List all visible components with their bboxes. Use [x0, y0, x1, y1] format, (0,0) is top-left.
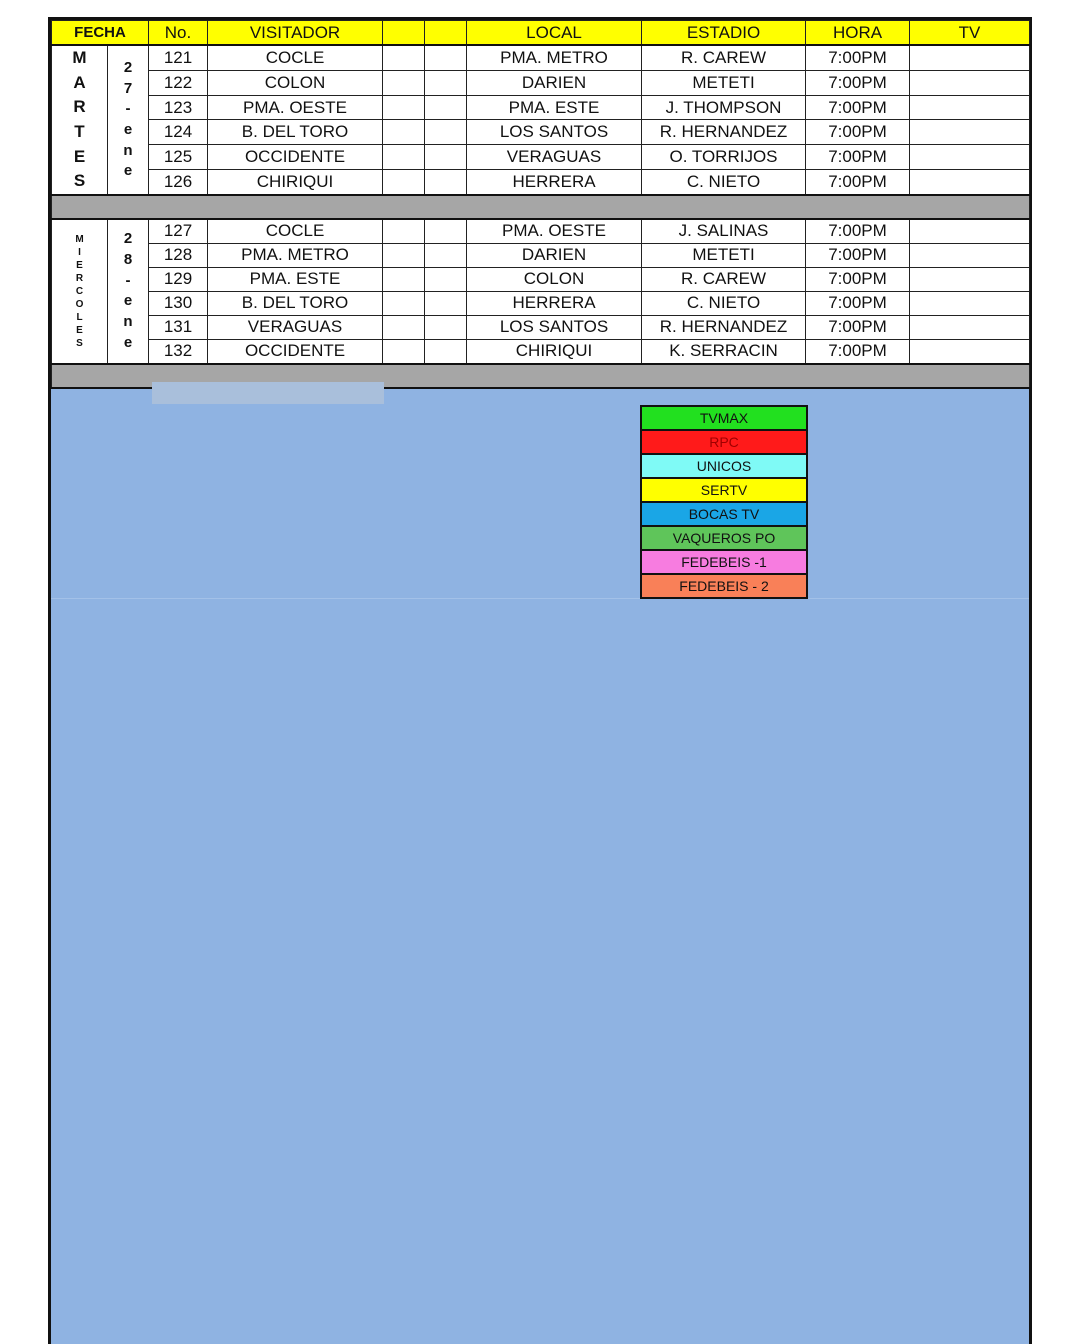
visitor-team: VERAGUAS: [208, 315, 383, 339]
tv-channel: [910, 267, 1030, 291]
tv-channel: [910, 70, 1030, 95]
blank-cell: [383, 291, 425, 315]
home-team: LOS SANTOS: [467, 315, 642, 339]
day-letter: I: [78, 246, 81, 258]
day-letter: R: [75, 272, 84, 284]
table-row: [52, 291, 1030, 315]
table-row: [52, 145, 1030, 170]
home-team: HERRERA: [467, 170, 642, 195]
day-letter: A: [73, 72, 86, 92]
stadium: C. NIETO: [642, 291, 806, 315]
blank-cell: [383, 95, 425, 120]
date-letter: 7: [123, 79, 133, 97]
separator-row: [52, 195, 1030, 219]
game-time: 7:00PM: [806, 70, 910, 95]
game-time: 7:00PM: [806, 339, 910, 364]
blank-cell: [425, 339, 467, 364]
visitor-team: OCCIDENTE: [208, 339, 383, 364]
game-number: 129: [149, 267, 208, 291]
day-letter: C: [75, 285, 84, 297]
date-letter: e: [123, 333, 133, 351]
blank-cell: [425, 45, 467, 70]
header-fecha: FECHA: [52, 21, 149, 46]
date-cell: [108, 219, 149, 364]
header-blank-2: [425, 21, 467, 46]
game-time: 7:00PM: [806, 219, 910, 244]
header-tv: TV: [910, 21, 1030, 46]
date-letter: 8: [123, 250, 133, 268]
tv-channel: [910, 95, 1030, 120]
stadium: R. CAREW: [642, 267, 806, 291]
blank-cell: [425, 243, 467, 267]
date-letter: e: [123, 120, 133, 138]
visitor-team: PMA. METRO: [208, 243, 383, 267]
day-letter: E: [76, 324, 83, 336]
game-number: 121: [149, 45, 208, 70]
home-team: DARIEN: [467, 70, 642, 95]
table-row: [52, 243, 1030, 267]
game-time: 7:00PM: [806, 170, 910, 195]
day-letter: M: [75, 233, 84, 245]
game-time: 7:00PM: [806, 95, 910, 120]
game-time: 7:00PM: [806, 267, 910, 291]
day-letter: E: [73, 146, 86, 166]
visitor-team: B. DEL TORO: [208, 120, 383, 145]
legend-item: SERTV: [642, 479, 806, 503]
stadium: J. SALINAS: [642, 219, 806, 244]
tv-channel: [910, 145, 1030, 170]
table-row: [52, 339, 1030, 364]
schedule-table: [51, 20, 1030, 389]
home-team: COLON: [467, 267, 642, 291]
blank-cell: [425, 170, 467, 195]
date-letter: -: [125, 271, 131, 289]
stadium: C. NIETO: [642, 170, 806, 195]
game-time: 7:00PM: [806, 291, 910, 315]
tv-channel: [910, 219, 1030, 244]
visitor-team: COCLE: [208, 45, 383, 70]
stadium: O. TORRIJOS: [642, 145, 806, 170]
visitor-team: OCCIDENTE: [208, 145, 383, 170]
legend-item: UNICOS: [642, 455, 806, 479]
day-letter: O: [75, 298, 84, 310]
table-row: [52, 315, 1030, 339]
game-number: 132: [149, 339, 208, 364]
blank-cell: [383, 45, 425, 70]
game-number: 131: [149, 315, 208, 339]
stadium: K. SERRACIN: [642, 339, 806, 364]
day-letter: E: [76, 259, 83, 271]
day-name-cell: [52, 219, 108, 364]
game-number: 126: [149, 170, 208, 195]
blank-cell: [383, 170, 425, 195]
game-time: 7:00PM: [806, 315, 910, 339]
shaded-cell: [152, 382, 384, 404]
day-letter: T: [74, 121, 85, 141]
blank-cell: [425, 219, 467, 244]
game-time: 7:00PM: [806, 243, 910, 267]
home-team: PMA. OESTE: [467, 219, 642, 244]
blank-cell: [383, 70, 425, 95]
game-number: 123: [149, 95, 208, 120]
home-team: PMA. METRO: [467, 45, 642, 70]
table-row: [52, 95, 1030, 120]
game-number: 130: [149, 291, 208, 315]
tv-channel: [910, 45, 1030, 70]
visitor-team: COCLE: [208, 219, 383, 244]
blank-cell: [383, 243, 425, 267]
day-name-cell: [52, 45, 108, 195]
home-team: CHIRIQUI: [467, 339, 642, 364]
blank-cell: [383, 339, 425, 364]
home-team: VERAGUAS: [467, 145, 642, 170]
day-letter: M: [72, 48, 87, 67]
home-team: HERRERA: [467, 291, 642, 315]
date-letter: n: [123, 313, 133, 331]
schedule-sheet: [48, 17, 1032, 1344]
blank-cell: [425, 291, 467, 315]
tv-channel: [910, 339, 1030, 364]
home-team: PMA. ESTE: [467, 95, 642, 120]
table-row: [52, 70, 1030, 95]
day-letter: L: [76, 311, 83, 323]
table-row: [52, 219, 1030, 244]
header-visitador: VISITADOR: [208, 21, 383, 46]
header-local: LOCAL: [467, 21, 642, 46]
legend-item: FEDEBEIS -1: [642, 551, 806, 575]
blank-cell: [425, 145, 467, 170]
legend-item: FEDEBEIS - 2: [642, 575, 806, 597]
blank-cell: [425, 267, 467, 291]
header-blank-1: [383, 21, 425, 46]
stadium: METETI: [642, 243, 806, 267]
visitor-team: PMA. OESTE: [208, 95, 383, 120]
date-letter: -: [125, 100, 131, 118]
home-team: LOS SANTOS: [467, 120, 642, 145]
visitor-team: COLON: [208, 70, 383, 95]
date-letter: 2: [123, 230, 133, 248]
game-time: 7:00PM: [806, 120, 910, 145]
legend-item: BOCAS TV: [642, 503, 806, 527]
game-time: 7:00PM: [806, 145, 910, 170]
stadium: METETI: [642, 70, 806, 95]
blank-cell: [383, 315, 425, 339]
visitor-team: B. DEL TORO: [208, 291, 383, 315]
stadium: R. HERNANDEZ: [642, 120, 806, 145]
blank-cell: [425, 95, 467, 120]
blank-cell: [425, 315, 467, 339]
table-row: [52, 170, 1030, 195]
day-letter: S: [73, 171, 86, 191]
header-estadio: ESTADIO: [642, 21, 806, 46]
stadium: R. CAREW: [642, 45, 806, 70]
day-letter: S: [76, 337, 83, 349]
stadium: R. HERNANDEZ: [642, 315, 806, 339]
blank-cell: [425, 70, 467, 95]
tv-channel: [910, 291, 1030, 315]
table-row: [52, 45, 1030, 70]
blank-cell: [383, 120, 425, 145]
home-team: DARIEN: [467, 243, 642, 267]
blank-cell: [383, 219, 425, 244]
tv-channel: [910, 120, 1030, 145]
stadium: J. THOMPSON: [642, 95, 806, 120]
tv-legend: [640, 405, 808, 599]
legend-item: VAQUEROS PO: [642, 527, 806, 551]
faint-gridline: [51, 598, 1029, 599]
date-letter: e: [123, 292, 133, 310]
tv-channel: [910, 315, 1030, 339]
table-row: [52, 267, 1030, 291]
tv-channel: [910, 170, 1030, 195]
game-number: 125: [149, 145, 208, 170]
header-no: No.: [149, 21, 208, 46]
date-letter: n: [123, 141, 133, 159]
blank-cell: [383, 267, 425, 291]
date-cell: [108, 45, 149, 195]
header-hora: HORA: [806, 21, 910, 46]
game-number: 128: [149, 243, 208, 267]
table-row: [52, 120, 1030, 145]
tv-channel: [910, 243, 1030, 267]
visitor-team: CHIRIQUI: [208, 170, 383, 195]
date-letter: e: [123, 162, 133, 180]
date-letter: 2: [123, 58, 133, 76]
separator-cell: [52, 195, 1030, 219]
game-number: 122: [149, 70, 208, 95]
legend-item: RPC: [642, 431, 806, 455]
game-number: 124: [149, 120, 208, 145]
blank-cell: [425, 120, 467, 145]
header-row: [52, 21, 1030, 46]
visitor-team: PMA. ESTE: [208, 267, 383, 291]
day-letter: R: [73, 97, 86, 117]
legend-item: TVMAX: [642, 407, 806, 431]
blank-cell: [383, 145, 425, 170]
game-time: 7:00PM: [806, 45, 910, 70]
game-number: 127: [149, 219, 208, 244]
